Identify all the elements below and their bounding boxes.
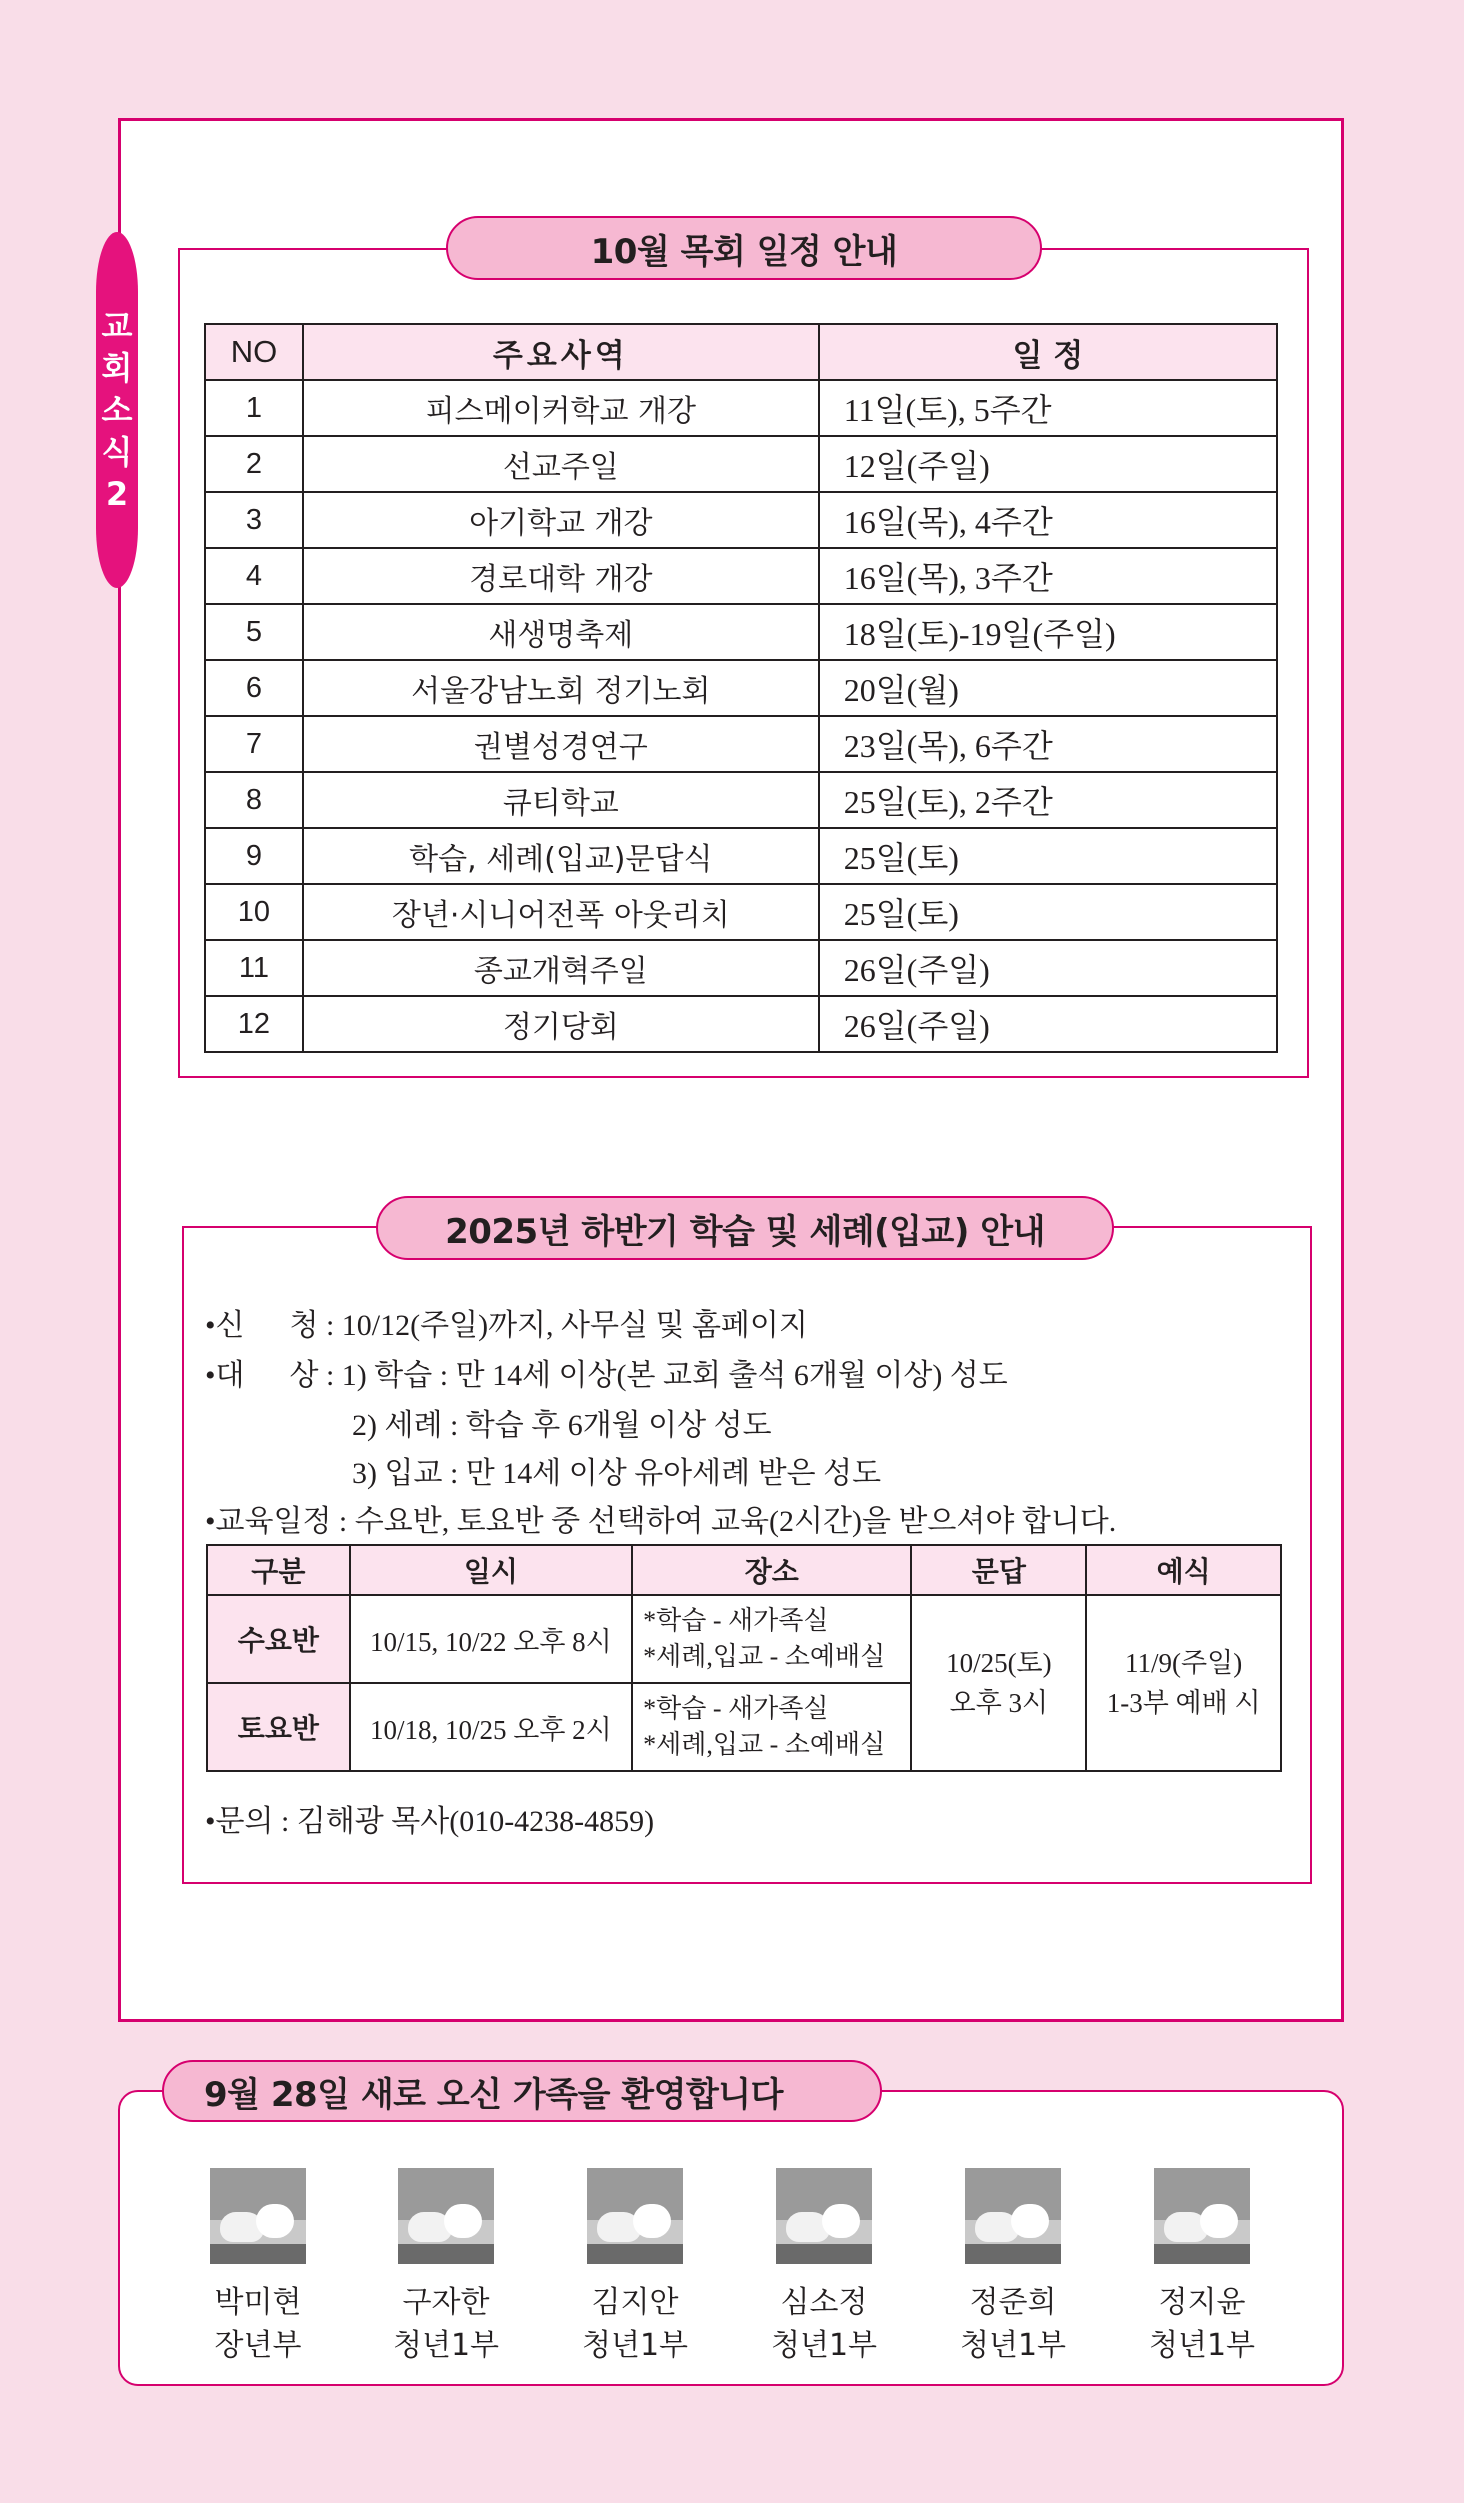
table-row — [205, 548, 1277, 604]
person-name: 심소정 — [780, 2285, 868, 2320]
schedule-title: 10월 목회 일정 안내 — [446, 216, 1042, 280]
side-tab-char: 회 — [101, 349, 133, 387]
education-header-row — [207, 1545, 1281, 1595]
info-target-baptism: 2) 세례 : 학습 후 6개월 이상 성도 — [352, 1409, 772, 1442]
sheep-photo-icon — [587, 2168, 683, 2264]
row-date: 16일(목), 3주간 — [819, 548, 1277, 604]
header-class: 구분 — [207, 1545, 350, 1595]
person-dept: 청년1부 — [1148, 2328, 1256, 2363]
header-exam: 문답 — [911, 1545, 1086, 1595]
place-line: *세례,입교 - 소예배실 — [643, 1730, 886, 1759]
person-dept: 청년1부 — [770, 2328, 878, 2363]
row-no: 6 — [205, 660, 303, 716]
info-target: •대 상 : 1) 학습 : 만 14세 이상(본 교회 출석 6개월 이상) 성도 — [205, 1359, 1008, 1392]
table-row — [205, 884, 1277, 940]
schedule-table — [204, 323, 1278, 1053]
row-item: 경로대학 개강 — [303, 548, 819, 604]
person-card — [744, 2168, 904, 2368]
row-item: 새생명축제 — [303, 604, 819, 660]
row-no: 2 — [205, 436, 303, 492]
person-dept: 장년부 — [214, 2328, 302, 2363]
education-table — [206, 1544, 1282, 1772]
row-item: 서울강남노회 정기노회 — [303, 660, 819, 716]
table-row — [205, 660, 1277, 716]
sheep-photo-icon — [776, 2168, 872, 2264]
side-tab-char: 식 — [101, 433, 133, 471]
exam-date: 10/25(토) — [946, 1648, 1052, 1678]
class-time: 10/15, 10/22 오후 8시 — [350, 1595, 632, 1683]
person-card — [366, 2168, 526, 2368]
person-card — [1122, 2168, 1282, 2368]
class-name: 수요반 — [207, 1595, 350, 1683]
row-no: 9 — [205, 828, 303, 884]
row-date: 12일(주일) — [819, 436, 1277, 492]
exam-time: 오후 3시 — [949, 1688, 1049, 1718]
header-date: 일 정 — [819, 324, 1277, 380]
class-time: 10/18, 10/25 오후 2시 — [350, 1683, 632, 1771]
row-item: 권별성경연구 — [303, 716, 819, 772]
table-row — [207, 1595, 1281, 1683]
person-name: 구자한 — [402, 2285, 490, 2320]
row-no: 7 — [205, 716, 303, 772]
person-name: 정준희 — [969, 2285, 1057, 2320]
header-time: 일시 — [350, 1545, 632, 1595]
row-date: 25일(토), 2주간 — [819, 772, 1277, 828]
info-target-confirmation: 3) 입교 : 만 14세 이상 유아세례 받은 성도 — [352, 1457, 882, 1490]
row-item: 아기학교 개강 — [303, 492, 819, 548]
class-place — [632, 1595, 911, 1683]
row-date: 11일(토), 5주간 — [819, 380, 1277, 436]
table-row — [205, 604, 1277, 660]
row-no: 12 — [205, 996, 303, 1052]
side-tab-char: 소 — [101, 391, 133, 429]
sheep-photo-icon — [1154, 2168, 1250, 2264]
class-name: 토요반 — [207, 1683, 350, 1771]
class-place — [632, 1683, 911, 1771]
row-date: 20일(월) — [819, 660, 1277, 716]
row-no: 10 — [205, 884, 303, 940]
info-education: •교육일정 : 수요반, 토요반 중 선택하여 교육(2시간)을 받으셔야 합니다. — [205, 1505, 1117, 1538]
person-dept: 청년1부 — [581, 2328, 689, 2363]
header-place: 장소 — [632, 1545, 911, 1595]
row-date: 25일(토) — [819, 884, 1277, 940]
table-row — [205, 436, 1277, 492]
person-card — [178, 2168, 338, 2368]
row-date: 23일(목), 6주간 — [819, 716, 1277, 772]
row-no: 5 — [205, 604, 303, 660]
row-date: 18일(토)-19일(주일) — [819, 604, 1277, 660]
row-item: 장년·시니어전폭 아웃리치 — [303, 884, 819, 940]
row-no: 3 — [205, 492, 303, 548]
baptism-title: 2025년 하반기 학습 및 세례(입교) 안내 — [376, 1196, 1114, 1260]
row-item: 피스메이커학교 개강 — [303, 380, 819, 436]
row-date: 25일(토) — [819, 828, 1277, 884]
header-no: NO — [205, 324, 303, 380]
info-contact: •문의 : 김해광 목사(010-4238-4859) — [205, 1805, 655, 1838]
ceremony-time: 1-3부 예배 시 — [1106, 1688, 1261, 1718]
row-item: 선교주일 — [303, 436, 819, 492]
place-line: *학습 - 새가족실 — [643, 1606, 829, 1635]
info-apply: •신 청 : 10/12(주일)까지, 사무실 및 홈페이지 — [205, 1309, 808, 1342]
side-tab — [96, 232, 138, 588]
table-row — [205, 492, 1277, 548]
ceremony-cell — [1086, 1595, 1281, 1771]
person-name: 정지윤 — [1158, 2285, 1246, 2320]
row-no: 4 — [205, 548, 303, 604]
person-name: 박미현 — [214, 2285, 302, 2320]
table-row — [205, 828, 1277, 884]
schedule-header-row — [205, 324, 1277, 380]
table-row — [205, 772, 1277, 828]
row-item: 종교개혁주일 — [303, 940, 819, 996]
exam-cell — [911, 1595, 1086, 1771]
place-line: *학습 - 새가족실 — [643, 1694, 829, 1723]
side-tab-char: 2 — [105, 475, 129, 513]
row-date: 26일(주일) — [819, 940, 1277, 996]
table-row — [205, 716, 1277, 772]
sheep-photo-icon — [210, 2168, 306, 2264]
header-ceremony: 예식 — [1086, 1545, 1281, 1595]
table-row — [205, 380, 1277, 436]
welcome-title: 9월 28일 새로 오신 가족을 환영합니다 — [162, 2060, 882, 2122]
table-row — [205, 996, 1277, 1052]
row-item: 학습, 세례(입교)문답식 — [303, 828, 819, 884]
row-item: 큐티학교 — [303, 772, 819, 828]
person-dept: 청년1부 — [392, 2328, 500, 2363]
row-no: 8 — [205, 772, 303, 828]
person-name: 김지안 — [591, 2285, 679, 2320]
header-item: 주요사역 — [303, 324, 819, 380]
sheep-photo-icon — [398, 2168, 494, 2264]
row-no: 1 — [205, 380, 303, 436]
row-no: 11 — [205, 940, 303, 996]
sheep-photo-icon — [965, 2168, 1061, 2264]
person-card — [555, 2168, 715, 2368]
table-row — [205, 940, 1277, 996]
place-line: *세례,입교 - 소예배실 — [643, 1642, 886, 1671]
side-tab-char: 교 — [101, 307, 133, 345]
ceremony-date: 11/9(주일) — [1125, 1648, 1243, 1678]
person-dept: 청년1부 — [959, 2328, 1067, 2363]
row-date: 16일(목), 4주간 — [819, 492, 1277, 548]
row-date: 26일(주일) — [819, 996, 1277, 1052]
person-card — [933, 2168, 1093, 2368]
row-item: 정기당회 — [303, 996, 819, 1052]
